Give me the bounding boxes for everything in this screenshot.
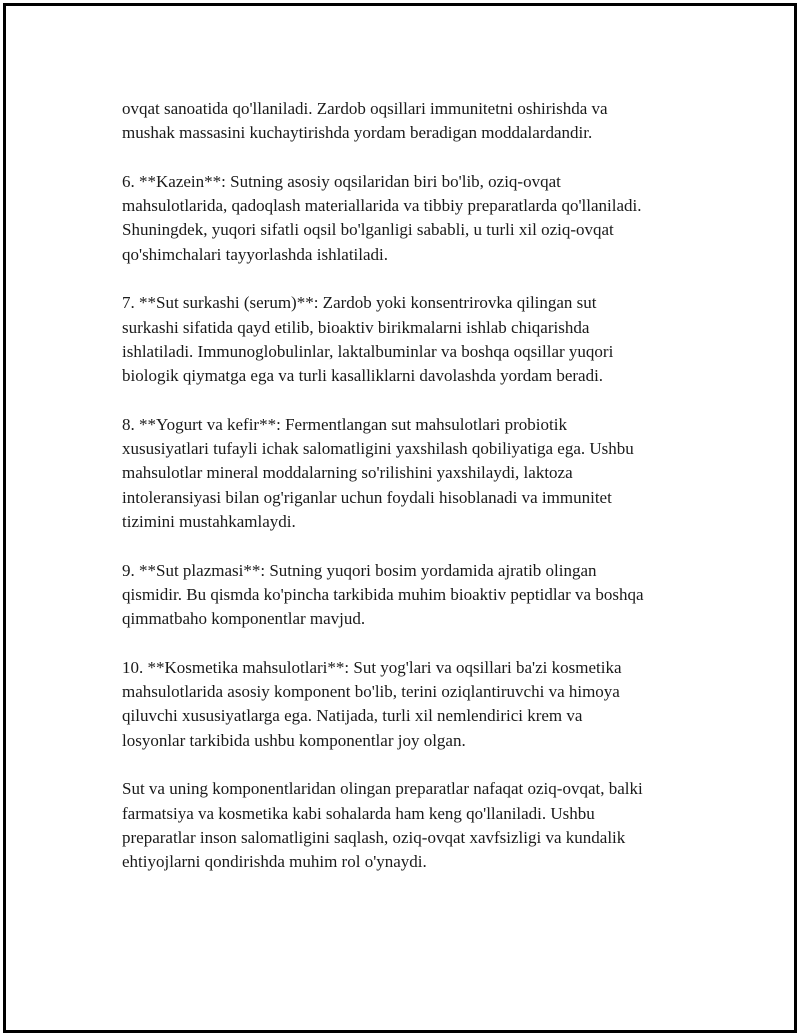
paragraph-whey-continuation: ovqat sanoatida qo'llaniladi. Zardob oqsillari immunitetni oshirishda va mushak massasini kuchaytirishda yordam beradigan moddalardandir. <box>122 99 608 143</box>
paragraph-casein: 6. **Kazein**: Sutning asosiy oqsilaridan biri bo'lib, oziq-ovqat mahsulotlarida, qadoqlash materiallarida va tibbiy preparatlarda qo'llaniladi. Shuningdek, yuqori sifatli oqsil bo'lganligi sababli, u turli xil oziq-ovqat qo'shimchalari tayyorlashda ishlatiladi. <box>122 171 642 264</box>
document-page <box>3 3 797 1033</box>
page-body <box>122 97 702 899</box>
paragraph-milk-serum: 7. **Sut surkashi (serum)**: Zardob yoki konsentrirovka qilingan sut surkashi sifatida qayd etilib, bioaktiv birikmalarni ishlab chiqarishda ishlatiladi. Immunoglobulinlar, laktalbuminlar va boshqa oqsillar yuqori biologik qiymatga ega va turli kasalliklarni davolashda yordam beradi. <box>122 293 614 386</box>
paragraph-conclusion: Sut va uning komponentlaridan olingan preparatlar nafaqat oziq-ovqat, balki farmatsiya va kosmetika kabi sohalarda ham keng qo'llaniladi. Ushbu preparatlar inson salomatligini saqlash, oziq-ovqat xavfsizligi va kundalik ehtiyojlarni qondirishda muhim rol o'ynaydi. <box>122 779 643 872</box>
paragraph-yogurt-kefir: 8. **Yogurt va kefir**: Fermentlangan sut mahsulotlari probiotik xususiyatlari tufayli ichak salomatligini yaxshilash qobiliyatiga ega. Ushbu mahsulotlar mineral moddalarning so'rilishini yaxshilaydi, laktoza intoleransiyasi bilan og'riganlar uchun foydali hisoblanadi va immunitet tizimini mustahkamlaydi. <box>122 414 634 532</box>
paragraph-cosmetics: 10. **Kosmetika mahsulotlari**: Sut yog'lari va oqsillari ba'zi kosmetika mahsulotlarida asosiy komponent bo'lib, terini oziqlantiruvchi va himoya qiluvchi xususiyatlarga ega. Natijada, turli xil nemlendirici krem va losyonlar tarkibida ushbu komponentlar joy olgan. <box>122 657 622 750</box>
paragraph-milk-plasma: 9. **Sut plazmasi**: Sutning yuqori bosim yordamida ajratib olingan qismidir. Bu qismda ko'pincha tarkibida muhim bioaktiv peptidlar va boshqa qimmatbaho komponentlar mavjud. <box>122 560 644 629</box>
